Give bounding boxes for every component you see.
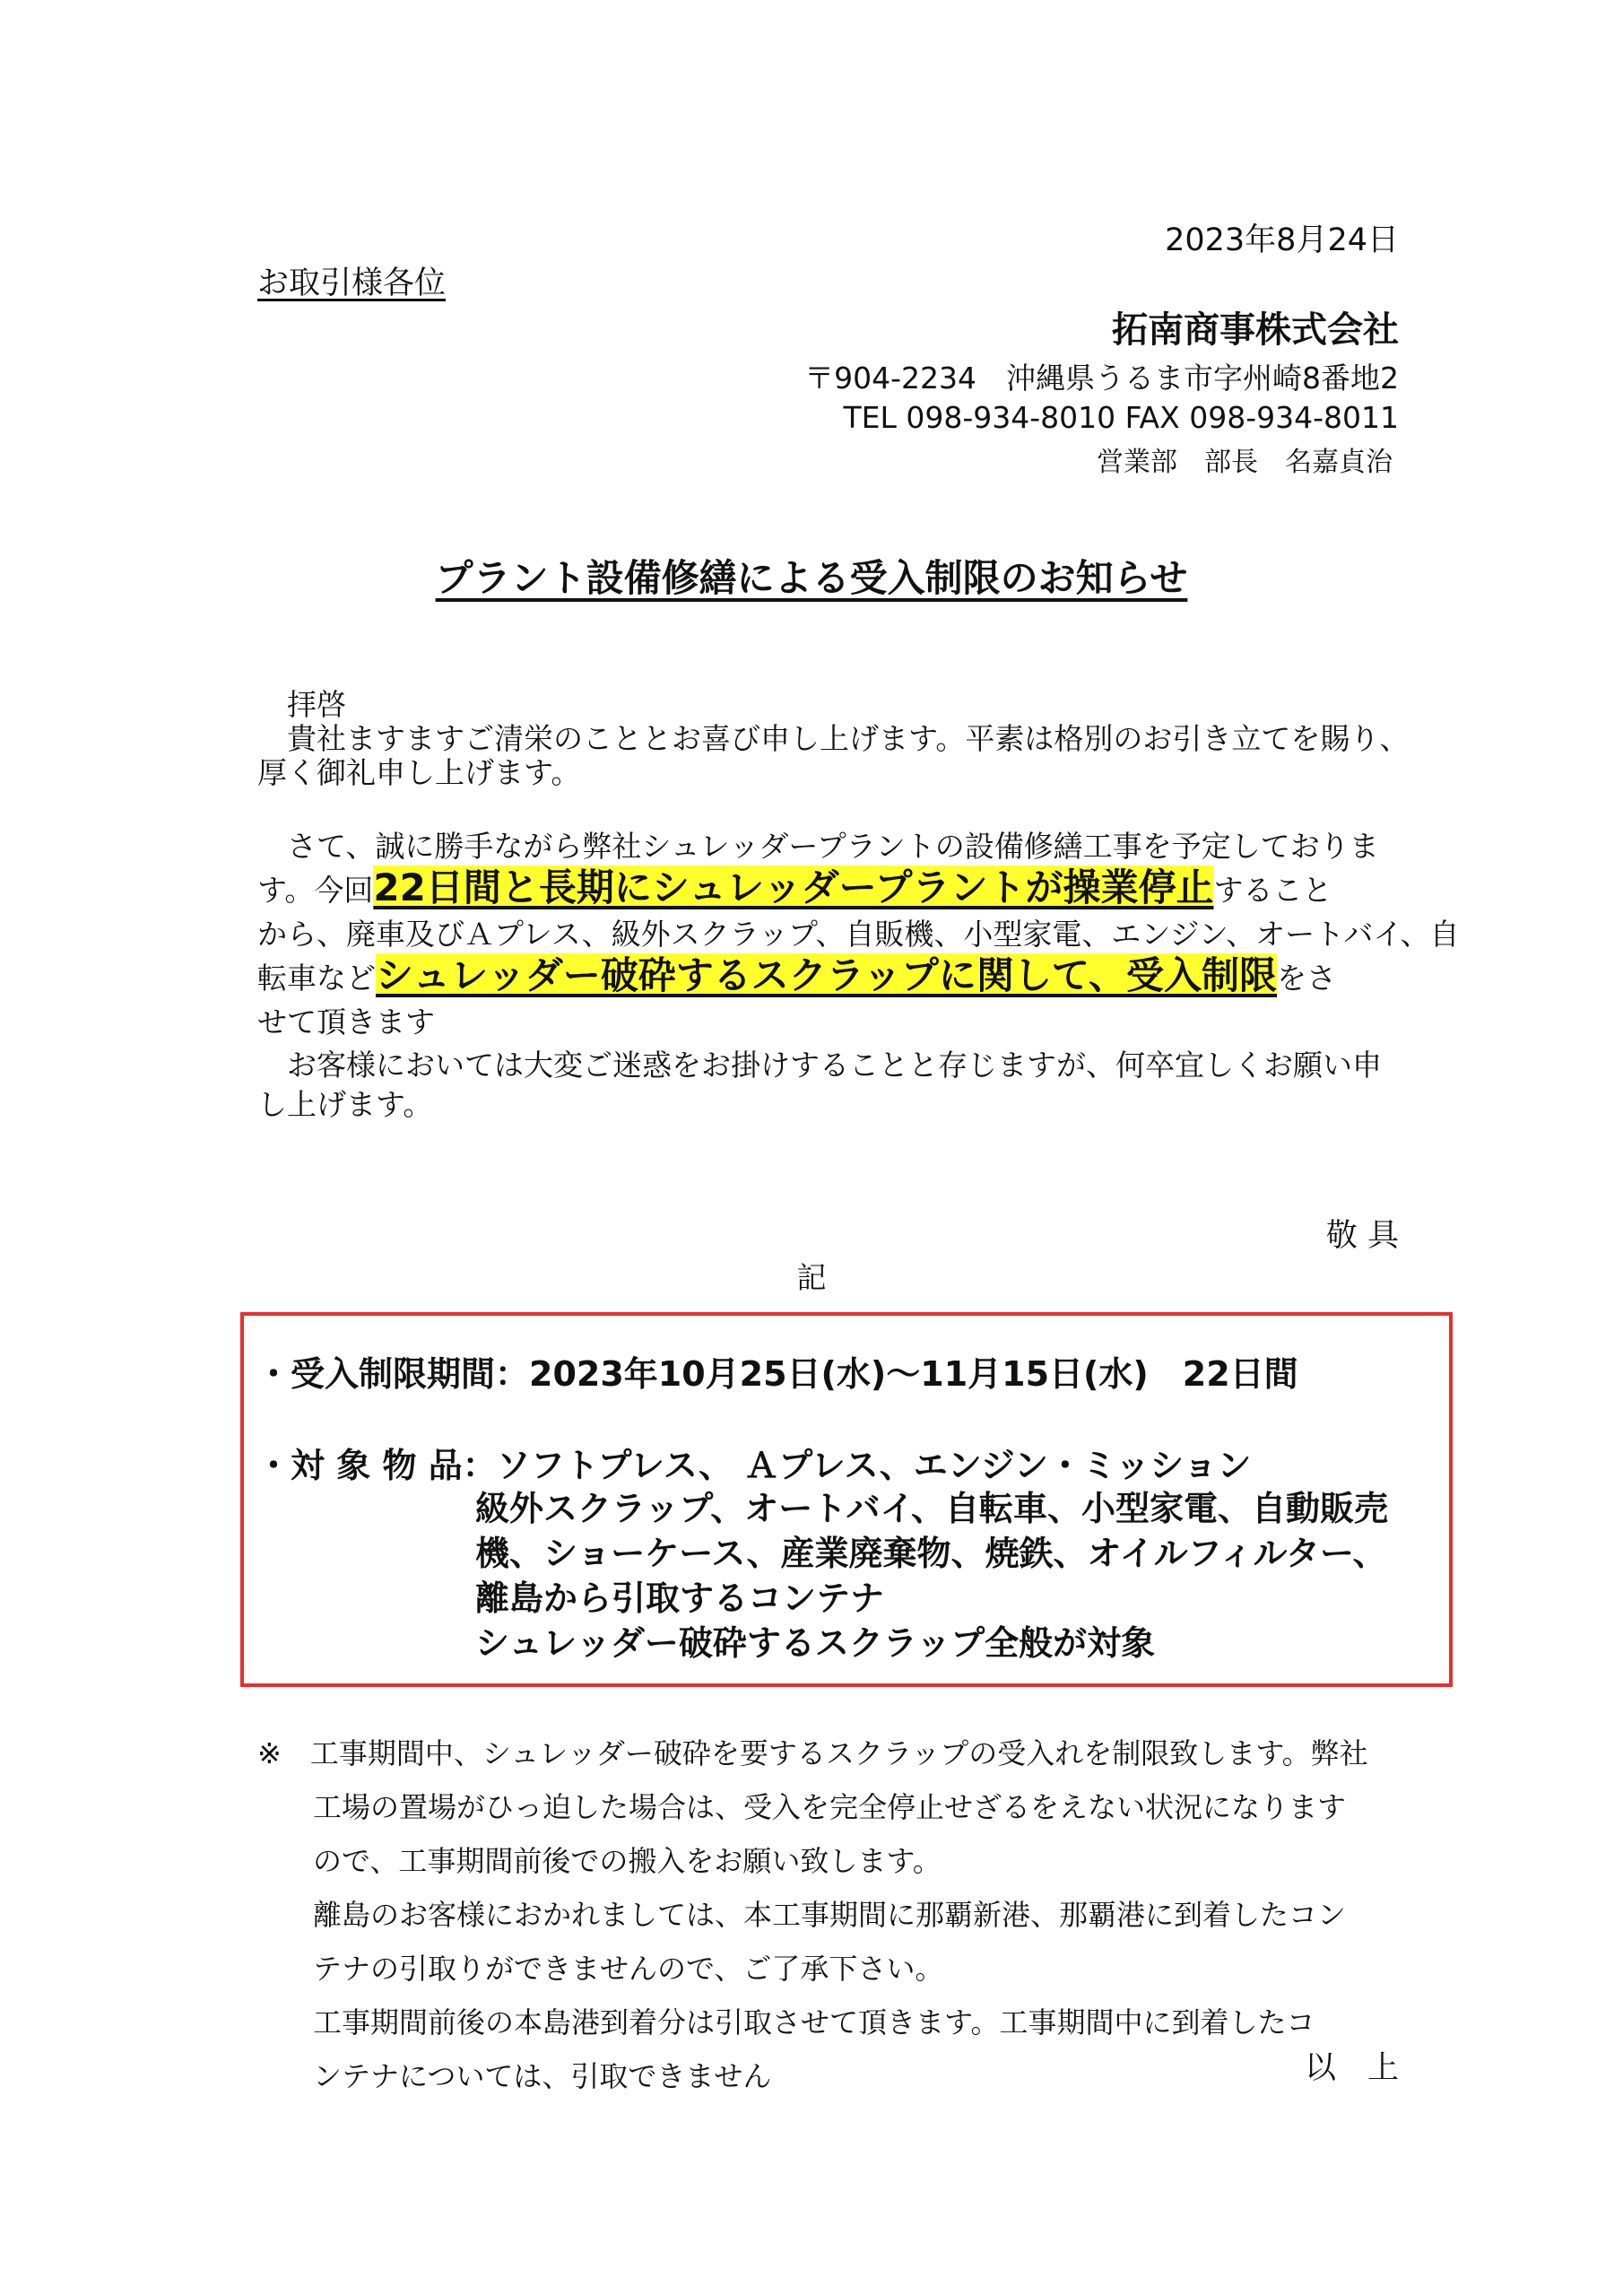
paragraph-line: [257, 952, 1423, 1005]
note-line: ※ 工事期間中、シュレッダー破砕を要するスクラップの受入れを制限致します。弊社: [257, 1736, 1368, 1770]
text-fragment: すること: [1213, 873, 1332, 908]
note-line: 離島のお客様におかれましては、本工事期間に那覇新港、那覇港に到着したコン: [313, 1898, 1347, 1932]
note-line: 工事期間前後の本島港到着分は引取させて頂きます。工事期間中に到着したコ: [313, 2005, 1315, 2039]
page-title: プラント設備修繕による受入制限のお知らせ: [435, 556, 1188, 600]
restriction-period: ・受入制限期間：2023年10月25日(水)～11月15日(水) 22日間: [256, 1354, 1298, 1394]
company-name: 拓南商事株式会社: [1112, 309, 1399, 351]
ki-marker: 記: [796, 1260, 827, 1295]
text-fragment: をさ: [1277, 961, 1337, 996]
company-phone: TEL 098-934-8010 FAX 098-934-8011: [843, 400, 1399, 435]
closing-keigu: 敬 具: [1325, 1218, 1399, 1254]
paragraph-line: から、廃車及びＡプレス、級外スクラップ、自販機、小型家電、エンジン、オートバイ、自: [257, 917, 1460, 952]
restriction-box: [240, 1312, 1453, 1687]
paragraph-line: さて、誠に勝手ながら弊社シュレッダープラントの設備修繕工事を予定しておりま: [287, 829, 1379, 864]
text-fragment: す。今回: [257, 873, 374, 908]
signer: 営業部 部長 名嘉貞治: [1097, 447, 1393, 478]
paragraph-line: [257, 864, 1423, 918]
recipient: お取引様各位: [257, 265, 447, 301]
text-fragment: 転車など: [257, 961, 376, 996]
paragraph-line: お客様においては大変ご迷惑をお掛けすることと存じますが、何卒宜しくお願い申: [287, 1048, 1382, 1083]
paragraph-line: し上げます。: [257, 1087, 433, 1122]
note-line: ンテナについては、引取できません: [313, 2059, 772, 2093]
paragraph-line: せて頂きます: [257, 1004, 435, 1039]
paragraph-line: 厚く御礼申し上げます。: [257, 755, 581, 790]
target-items-label: ・対 象 物 品：ソフトプレス、 Ａプレス、エンジン・ミッション: [256, 1446, 1252, 1485]
company-address: 〒904-2234 沖縄県うるま市字州崎8番地2: [804, 361, 1399, 396]
notes: [257, 1726, 1441, 2103]
letter-date: 2023年8月24日: [1165, 222, 1399, 258]
highlighted-text: 22日間と長期にシュレッダープラントが操業停止: [373, 865, 1214, 909]
closing-ijo: 以 上: [1304, 2050, 1399, 2086]
paragraph-line: 貴社ますますご清栄のこととお喜び申し上げます。平素は格別のお引き立てを賜り、: [287, 721, 1410, 756]
note-line: テナの引取りができませんので、ご了承下さい。: [313, 1952, 944, 1986]
target-item-line: 級外スクラップ、オートバイ、自転車、小型家電、自動販売: [475, 1489, 1389, 1528]
highlighted-text: シュレッダー破砕するスクラップに関して、受入制限: [376, 953, 1278, 997]
letter-body: [257, 687, 1460, 1122]
target-item-line: シュレッダー破砕するスクラップ全般が対象: [475, 1623, 1156, 1663]
note-line: ので、工事期間前後での搬入をお願い致します。: [313, 1844, 942, 1878]
target-item-line: 離島から引取するコンテナ: [475, 1578, 885, 1618]
note-line: 工場の置場がひっ迫した場合は、受入を完全停止せざるをえない状況になります: [313, 1790, 1347, 1824]
target-item-line: 機、ショーケース、産業廃棄物、焼鉄、オイルフィルター、: [475, 1534, 1387, 1573]
greeting: 拝啓: [287, 687, 346, 722]
